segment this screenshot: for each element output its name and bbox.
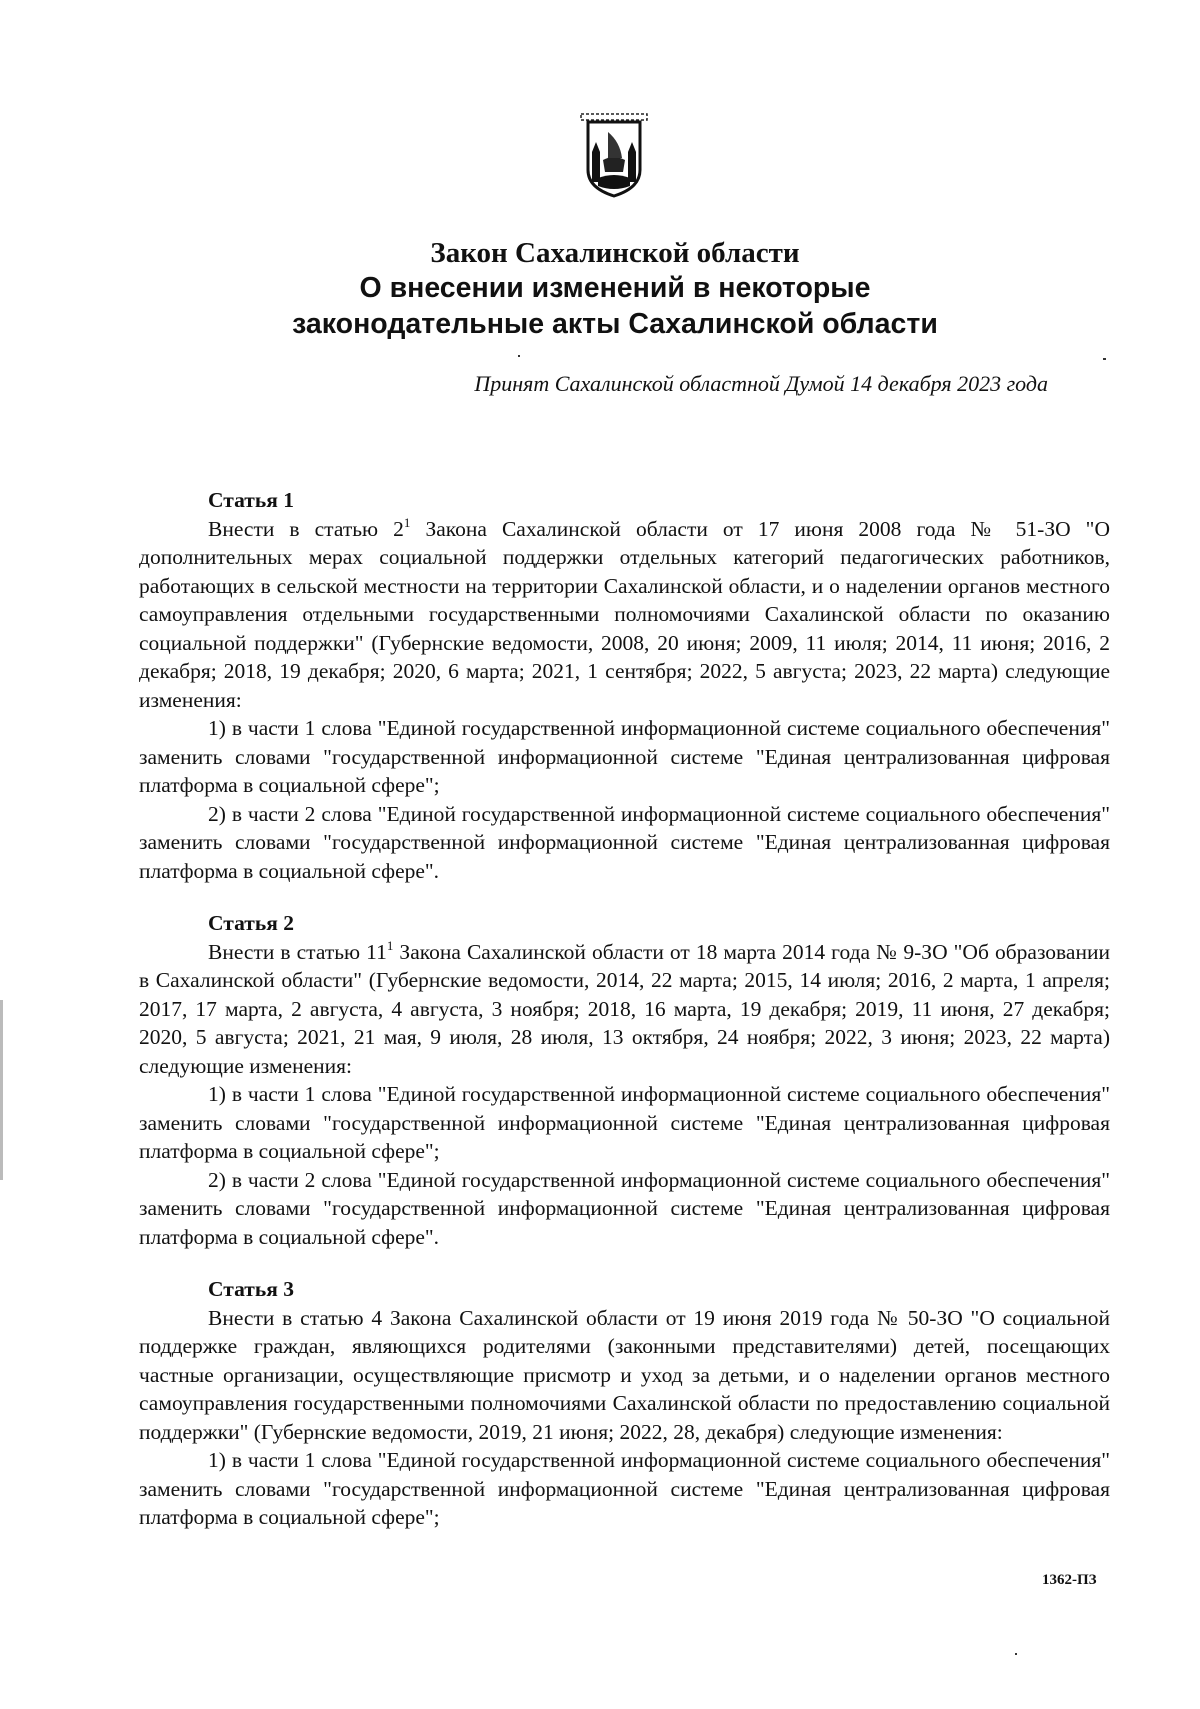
scan-speck [0,1000,3,1180]
law-title-line-3: законодательные акты Сахалинской области [292,308,938,340]
article-heading: Статья 3 [208,1277,294,1301]
law-body [139,486,1110,1556]
law-title [0,236,1200,342]
article-item: 1) в части 1 слова "Единой государственной информационной системе социального обеспечения" заменить словами "государственной информационной системе "Единая централизованная цифровая платформа в социальной сфере"; [139,716,1110,797]
article-intro [139,938,1110,1081]
article-item: 1) в части 1 слова "Единой государственной информационной системе социального обеспечения" заменить словами "государственной информационной системе "Единая централизованная цифровая платформа в социальной сфере"; [139,1448,1110,1529]
article-heading: Статья 1 [208,488,294,512]
law-title-line-2: О внесении изменений в некоторые [359,272,871,304]
article-3 [139,1275,1110,1532]
article-2 [139,909,1110,1251]
article-intro-text: Закона Сахалинской области от 18 марта 2014 года № 9-ЗО "Об образовании в Сахалинской области" (Губернские ведомости, 2014, 22 марта; 2015, 14 июля; 2016, 2 марта, 1 апреля; 2017, 17 марта, 2 августа, 4 августа, 3 ноября; 2018, 16 марта, 19 декабря; 2019, 11 июня, 27 декабря; 2020, 5 августа; 2021, 21 мая, 9 июля, 28 июля, 13 октября, 24 ноября; 2022, 3 июня; 2023, 22 марта) следующие изменения: [139,939,1110,1078]
law-title-line-1: Закон Сахалинской области [430,237,800,269]
scan-speck [1103,358,1106,360]
scan-speck [1015,1653,1017,1655]
article-intro [139,515,1110,715]
article-item: 2) в части 2 слова "Единой государственной информационной системе социального обеспечения" заменить словами "государственной информационной системе "Единая централизованная цифровая платформа в социальной сфере". [139,1167,1110,1249]
article-intro-text: Закона Сахалинской области от 17 июня 2008 года № 51-ЗО "О дополнительных мерах социальной поддержки отдельных категорий педагогических работников, работающих в сельской местности на территории Сахалинской области, и о наделении органов местного самоуправления отдельными государственными полномочиями Сахалинской области по оказанию социальной поддержки" (Губернские ведомости, 2008, 20 июня; 2009, 11 июля; 2014, 11 июня; 2016, 2 декабря; 2018, 19 декабря; 2020, 6 марта; 2021, 1 сентября; 2022, 5 августа; 2023, 22 марта) следующие изменения: [139,516,1110,712]
superscript-index: 1 [403,514,411,530]
article-heading: Статья 2 [208,911,294,935]
document-code: 1362-ПЗ [1042,1572,1097,1588]
superscript-index: 1 [386,937,394,953]
article-1 [139,486,1110,885]
coat-of-arms-icon [578,112,650,198]
article-intro-text: Внести в статью 11 [208,939,387,964]
scan-speck [518,355,520,357]
article-item: 2) в части 2 слова "Единой государственной информационной системе социального обеспечения" заменить словами "государственной информационной системе "Единая централизованная цифровая платформа в социальной сфере". [139,801,1110,883]
article-intro-text: Внести в статью 2 [208,516,404,541]
article-intro: Внести в статью 4 Закона Сахалинской области от 19 июня 2019 года № 50-ЗО "О социальной поддержке граждан, являющихся родителями (законными представителями) детей, посещающих частные организации, осуществляющие присмотр и уход за детьми, и о наделении органов местного самоуправления государственными полномочиями Сахалинской области по предоставлению социальной поддержки" (Губернские ведомости, 2019, 21 июня; 2022, 28, декабря) следующие изменения: [139,1305,1110,1444]
article-item: 1) в части 1 слова "Единой государственной информационной системе социального обеспечения" заменить словами "государственной информационной системе "Единая централизованная цифровая платформа в социальной сфере"; [139,1082,1110,1163]
adoption-note: Принят Сахалинской областной Думой 14 декабря 2023 года [474,371,1048,396]
